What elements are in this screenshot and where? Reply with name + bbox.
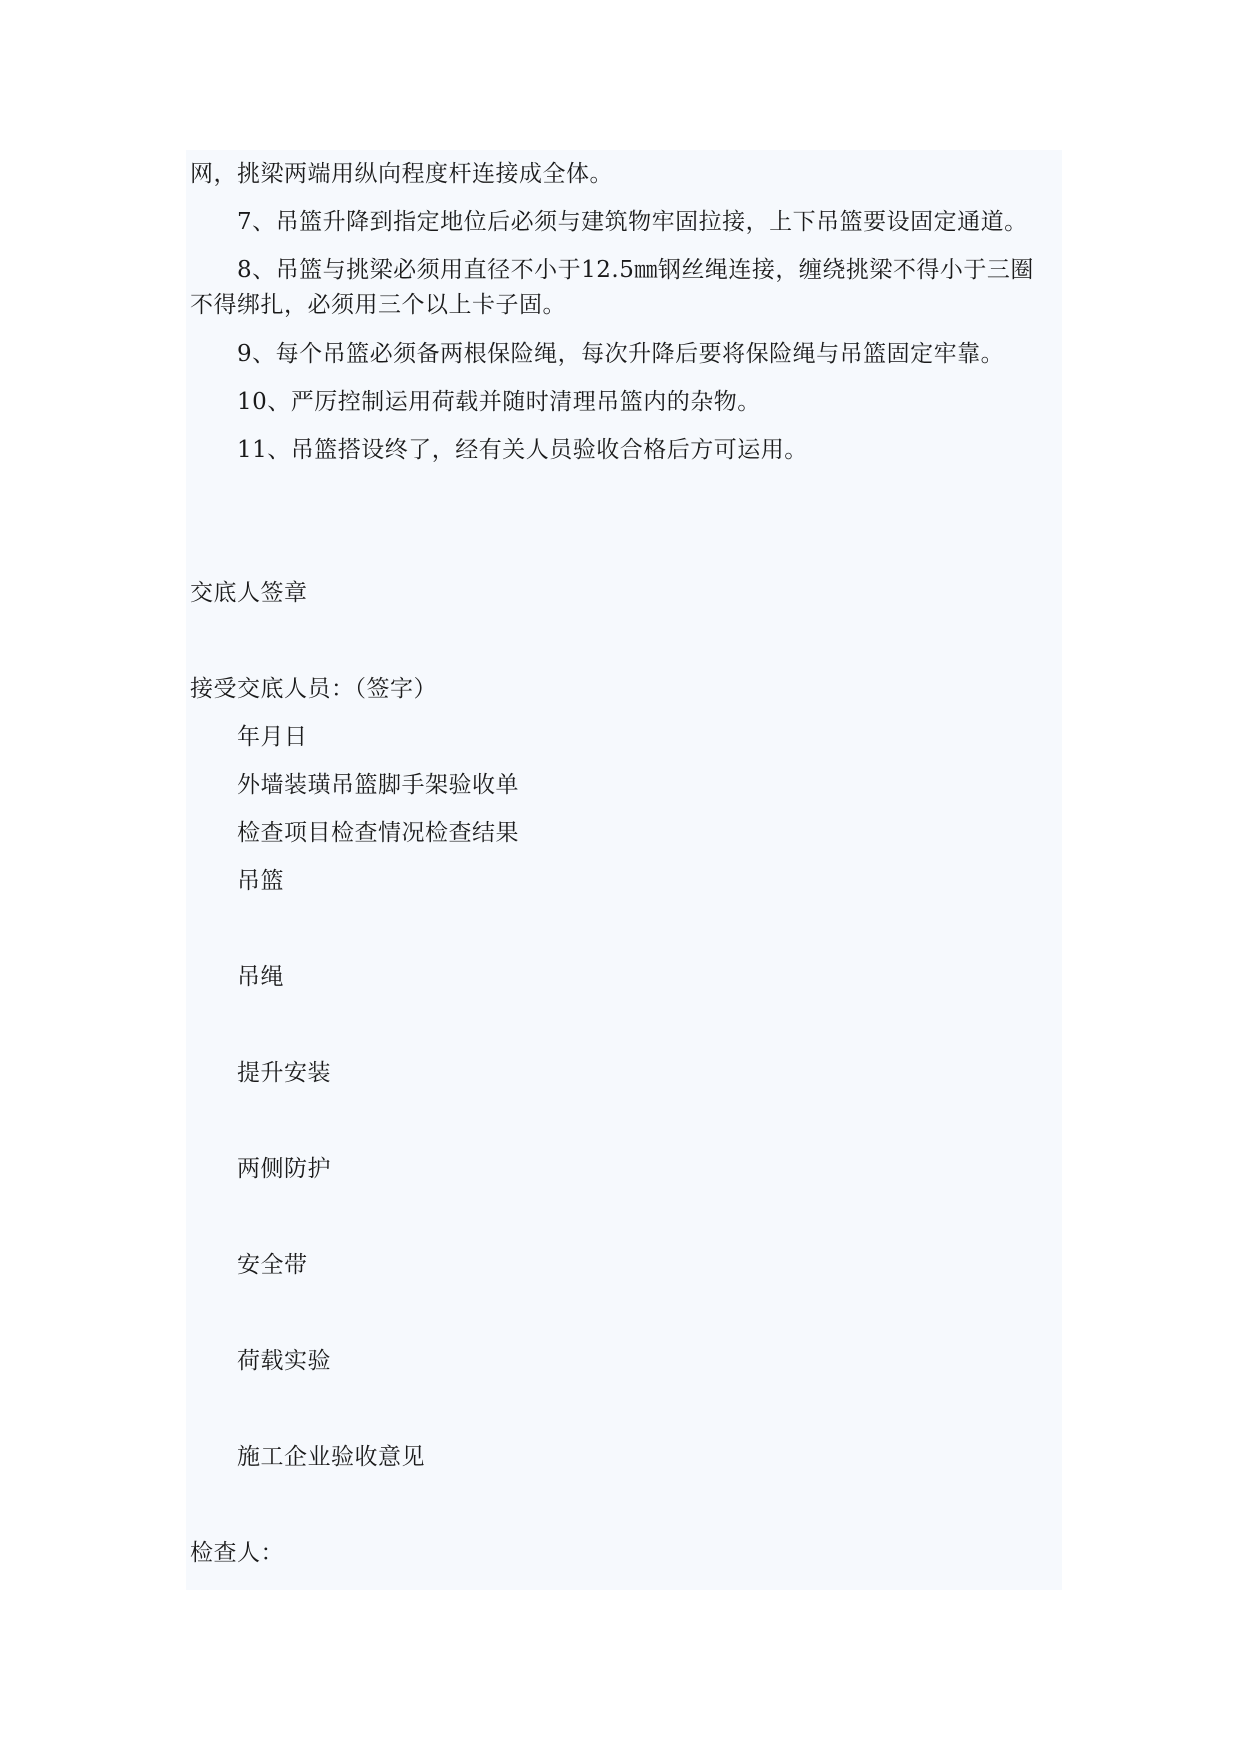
clause-8-continuation: 不得绑扎，必须用三个以上卡子固。	[190, 292, 566, 318]
check-item-rope: 吊绳	[237, 964, 284, 990]
check-item-acceptance-opinion: 施工企业验收意见	[237, 1444, 425, 1470]
paragraph-line: 网，挑梁两端用纵向程度杆连接成全体。	[190, 161, 613, 187]
receiver-label: 接受交底人员：（签字）	[190, 676, 437, 702]
clause-9: 9、每个吊篮必须备两根保险绳，每次升降后要将保险绳与吊篮固定牢靠。	[237, 341, 1005, 367]
clause-7: 7、吊篮升降到指定地位后必须与建筑物牢固拉接，上下吊篮要设固定通道。	[237, 209, 1028, 235]
form-title: 外墙装璜吊篮脚手架验收单	[237, 772, 519, 798]
inspector-label: 检查人：	[190, 1540, 284, 1566]
check-item-basket: 吊篮	[237, 868, 284, 894]
check-item-hoist-install: 提升安装	[237, 1060, 331, 1086]
clause-8: 8、吊篮与挑梁必须用直径不小于12.5㎜钢丝绳连接，缠绕挑梁不得小于三圈	[237, 257, 1034, 283]
form-header: 检查项目检查情况检查结果	[237, 820, 519, 846]
date-label: 年月日	[237, 724, 308, 750]
signer-label: 交底人签章	[190, 580, 308, 606]
clause-10: 10、严厉控制运用荷载并随时清理吊篮内的杂物。	[237, 389, 761, 415]
check-item-safety-belt: 安全带	[237, 1252, 308, 1278]
clause-11: 11、吊篮搭设终了，经有关人员验收合格后方可运用。	[237, 437, 808, 463]
check-item-load-test: 荷载实验	[237, 1348, 331, 1374]
check-item-side-protection: 两侧防护	[237, 1156, 331, 1182]
